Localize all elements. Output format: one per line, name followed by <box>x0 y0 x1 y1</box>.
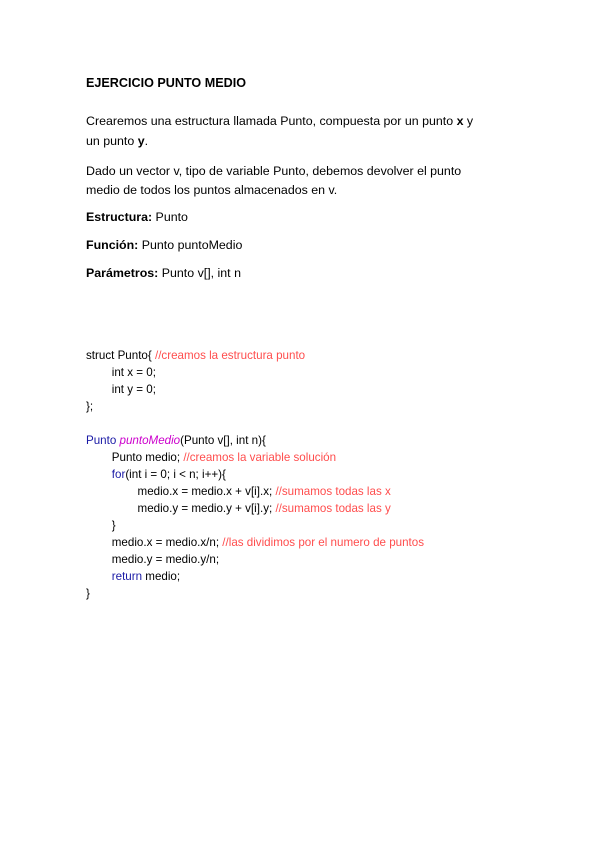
code-comment: //sumamos todas las x <box>275 485 391 498</box>
funcion-label: Función: <box>86 238 139 252</box>
code-line-struct-end: }; <box>86 400 94 413</box>
intro-text-2: un punto <box>86 134 138 148</box>
intro-y-conj: y <box>463 114 474 128</box>
code-line-int-x: int x = 0; <box>86 366 156 379</box>
code-line-div-y: medio.y = medio.y/n; <box>86 553 220 566</box>
code-keyword: for <box>111 468 126 481</box>
desc-line-1: Dado un vector v, tipo de variable Punto, debemos devolver el punto <box>86 164 462 178</box>
intro-x: x <box>456 114 464 128</box>
field-parametros <box>86 265 241 282</box>
code-fn-type: Punto <box>86 434 120 447</box>
code-text: medio; <box>142 570 181 583</box>
funcion-value: Punto puntoMedio <box>138 238 243 252</box>
parametros-value: Punto v[], int n <box>158 266 241 280</box>
code-text: Punto medio; <box>86 451 184 464</box>
code-keyword: return <box>111 570 143 583</box>
field-estructura <box>86 209 188 226</box>
intro-line-2 <box>86 133 148 150</box>
code-line-sum-x <box>86 483 391 500</box>
page-title: EJERCICIO PUNTO MEDIO <box>86 76 247 90</box>
code-line-int-y: int y = 0; <box>86 383 156 396</box>
code-line-for <box>86 466 226 483</box>
code-text: medio.y = medio.y + v[i].y; <box>86 502 276 515</box>
intro-line-1 <box>86 113 473 130</box>
estructura-value: Punto <box>152 210 188 224</box>
field-funcion <box>86 237 242 254</box>
code-fn-params: (Punto v[], int n){ <box>180 434 266 447</box>
desc-line-2: medio de todos los puntos almacenados en v. <box>86 183 338 197</box>
code-line-fn-end: } <box>86 587 90 600</box>
code-line-struct <box>86 347 305 364</box>
intro-text: Crearemos una estructura llamada Punto, compuesta por un punto <box>86 114 457 128</box>
parametros-label: Parámetros: <box>86 266 159 280</box>
code-text: medio.x = medio.x/n; <box>86 536 223 549</box>
code-comment: //las dividimos por el numero de puntos <box>222 536 425 549</box>
estructura-label: Estructura: <box>86 210 153 224</box>
code-text: (int i = 0; i < n; i++){ <box>125 468 226 481</box>
code-comment: //creamos la estructura punto <box>154 349 306 362</box>
code-text: struct Punto{ <box>86 349 155 362</box>
code-comment: //sumamos todas las y <box>275 502 391 515</box>
code-line-sum-y <box>86 500 391 517</box>
intro-y: y <box>137 134 145 148</box>
code-indent <box>86 570 112 583</box>
code-indent <box>86 468 112 481</box>
code-line-fn <box>86 432 266 449</box>
intro-period: . <box>144 134 149 148</box>
code-fn-name: puntoMedio <box>119 434 181 447</box>
code-line-medio-decl <box>86 449 336 466</box>
code-line-div-x <box>86 534 424 551</box>
code-comment: //creamos la variable solución <box>183 451 337 464</box>
code-line-return <box>86 568 180 585</box>
code-line-for-end: } <box>86 519 116 532</box>
code-text: medio.x = medio.x + v[i].x; <box>86 485 276 498</box>
